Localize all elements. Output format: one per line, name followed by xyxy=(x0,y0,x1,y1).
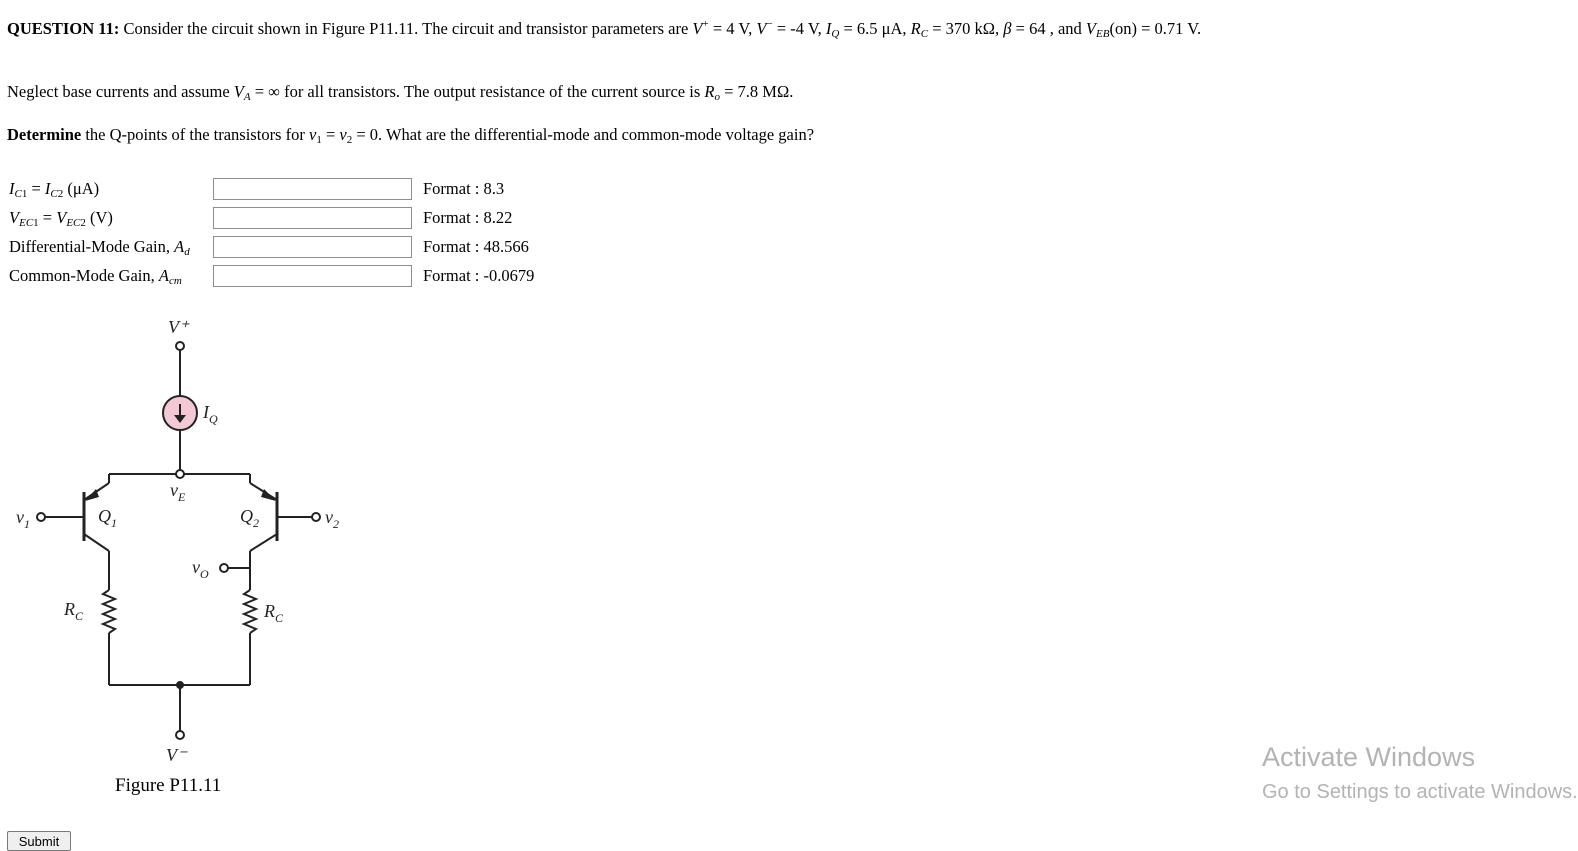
resistor-rc-left xyxy=(103,590,115,633)
transistor-q2 xyxy=(250,474,320,590)
q2-label: $Q_2$ xyxy=(240,506,259,530)
activate-windows-hint: Go to Settings to activate Windows. xyxy=(1262,781,1578,803)
vo-terminal xyxy=(220,564,228,572)
answer-input-acm[interactable] xyxy=(213,265,412,287)
answer-input-vec[interactable] xyxy=(213,207,412,229)
question-line-2: Neglect base currents and assume $V_A$ = ∞ for all transistors. The output resistance of the current source is $R_o = 7.8$ MΩ. xyxy=(7,82,794,103)
vo-label: $v_O$ xyxy=(192,557,209,581)
format-hint-ad: Format : 48.566 xyxy=(423,236,529,256)
answer-label-vec: $V_{EC1} = V_{EC2}$ (V) xyxy=(9,207,113,229)
q1-label: $Q_1$ xyxy=(98,506,117,530)
transistor-q1 xyxy=(37,474,109,590)
answer-input-ic[interactable] xyxy=(213,178,412,200)
question-heading: QUESTION 11: xyxy=(7,19,120,38)
answer-label-ic: $I_{C1} = I_{C2}$ (μA) xyxy=(9,178,100,200)
ve-label: $v_E$ xyxy=(170,480,186,504)
vplus-label: V⁺ xyxy=(168,317,189,337)
v1-label: $v_1$ xyxy=(16,507,30,531)
answer-input-ad[interactable] xyxy=(213,236,412,258)
answer-label-ad: Differential-Mode Gain, $A_d$ xyxy=(9,236,190,258)
resistor-rc-right xyxy=(244,590,256,633)
answer-row-ic xyxy=(9,174,534,203)
v2-label: $v_2$ xyxy=(325,507,339,531)
question-line-1: QUESTION 11: Consider the circuit shown in Figure P11.11. The circuit and transistor parameters are V+ = 4 V, V− = -4 V, $I_Q = 6.5$ μA, $R_C = 370$ kΩ, β = 64 , and $V_{EB}(on) = 0.71$ V. xyxy=(7,18,1202,40)
vminus-label: V⁻ xyxy=(166,745,187,765)
vplus-terminal xyxy=(176,342,184,350)
answer-table xyxy=(9,174,534,290)
iq-label: $I_Q$ xyxy=(203,402,218,426)
answer-row-vec xyxy=(9,203,534,232)
question-line-3: Determine the Q-points of the transistors for $v_1 = v_2 = 0$. What are the differential-mode and common-mode voltage gain? xyxy=(7,125,815,146)
submit-button[interactable]: Submit xyxy=(7,831,71,851)
answer-label-acm: Common-Mode Gain, $A_{cm}$ xyxy=(9,265,182,287)
circuit-figure xyxy=(0,305,380,765)
activate-windows-watermark: Activate Windows xyxy=(1262,742,1476,772)
format-hint-acm: Format : -0.0679 xyxy=(423,265,535,285)
vminus-terminal xyxy=(176,731,184,739)
answer-row-ad xyxy=(9,232,534,261)
figure-caption: Figure P11.11 xyxy=(115,775,222,796)
determine-keyword: Determine xyxy=(7,125,82,144)
answer-row-acm xyxy=(9,261,534,290)
format-hint-ic: Format : 8.3 xyxy=(423,178,505,198)
rc-left-label: $R_C$ xyxy=(64,599,84,623)
format-hint-vec: Format : 8.22 xyxy=(423,207,513,227)
rc-right-label: $R_C$ xyxy=(264,601,284,625)
ve-node xyxy=(176,470,184,478)
